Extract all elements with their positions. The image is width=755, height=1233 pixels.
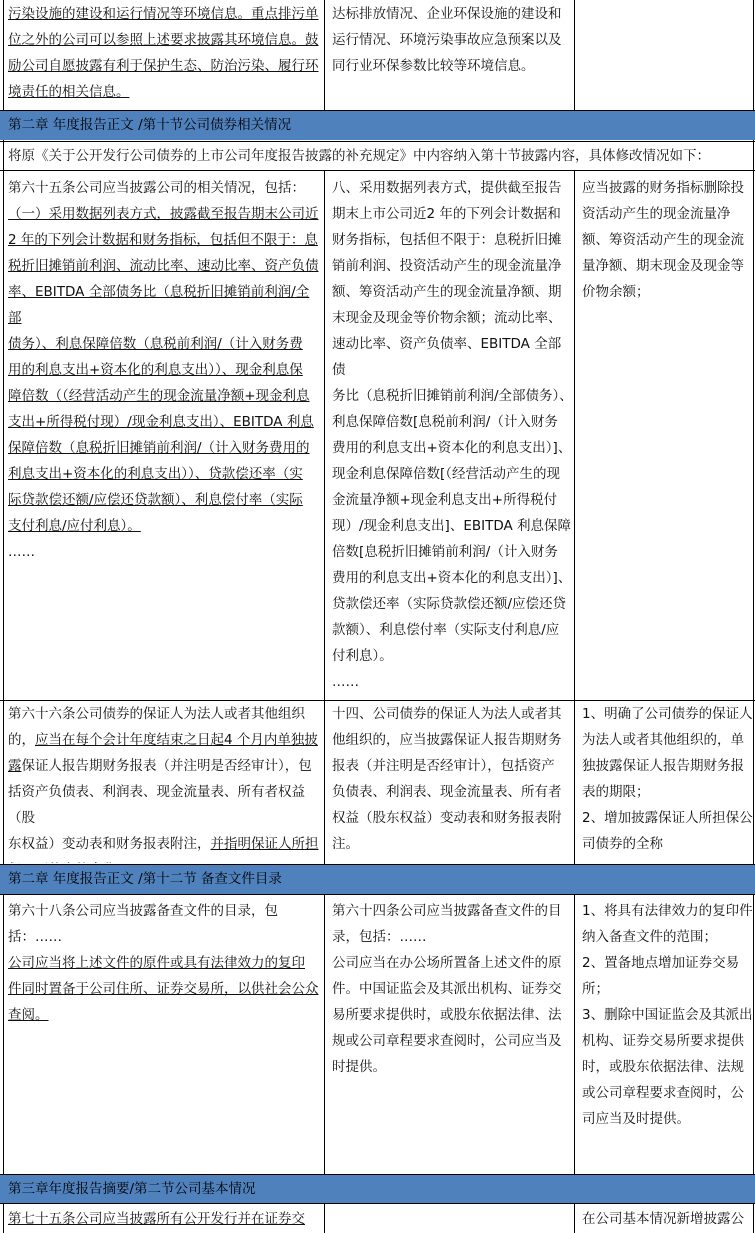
- row1-col1-line: 保障倍数（息税折旧摊销前利润/（计入财务费用的: [8, 440, 310, 456]
- row1-col2-line: 利息保障倍数[息税前利润/（计入财务: [332, 414, 558, 430]
- row2-col1-text-g: 东权益）变动表和财务报表附注，: [8, 836, 211, 852]
- row2-col2-line: 十四、公司债券的保证人为法人或者其: [332, 706, 562, 722]
- row1-col2-line: 八、采用数据列表方式，提供截至报告: [332, 180, 562, 196]
- row3-col2: [328, 898, 573, 1172]
- row1-col2-line: 务比（息税折旧摊销前利润/全部债务）、: [332, 388, 573, 404]
- row1-col1-line: 障倍数（（经营活动产生的现金流量净额+现金利息: [8, 388, 310, 404]
- section-band-2: [0, 865, 755, 894]
- row1-col2-line: 末现金及现金等价物余额；流动比率、: [332, 310, 562, 326]
- row1-col1-line: 债务）、利息保障倍数（息税前利润/（计入财务费: [8, 336, 303, 352]
- row3-col3-line: 所；: [582, 981, 609, 997]
- row3-col2-line: 件。中国证监会及其派出机构、证券交: [332, 981, 562, 997]
- row1-col2-line: 额、筹资活动产生的现金流量净额、期: [332, 284, 562, 300]
- row1-col2-line: 销前利润、投资活动产生的现金流量净: [332, 258, 562, 274]
- row-divider: [0, 1203, 755, 1204]
- row2-col3: [578, 701, 754, 863]
- row2-col3-line: 表的期限；: [582, 784, 650, 800]
- row3-col2-line: 规或公司章程要求查阅时，公司应当及: [332, 1033, 562, 1049]
- row3-col2-line: 易所要求提供时，或股东依据法律、法: [332, 1007, 562, 1023]
- row2-col1-line: [8, 727, 322, 753]
- row3-col3-line: 3、删除中国证监会及其派出: [582, 1007, 753, 1023]
- row2-col1-text-i: [8, 862, 130, 863]
- row1-col2-line: 费用的利息支出+资本化的利息支出）]、: [332, 570, 572, 586]
- row1-col2-line: 期末上市公司近2 年的下列会计数据和: [332, 206, 561, 222]
- row3-col2-line: 第六十四条公司应当披露备查文件的目: [332, 903, 562, 919]
- col-divider-1: [324, 1203, 325, 1233]
- row0-col2-text: 达标排放情况、企业环保设施的建设和运行情况、环境污染事故应急预案以及同行业环保参数比较等环境信息。: [332, 6, 562, 74]
- row2-col1: [4, 701, 322, 863]
- row4-col3-line: 在公司基本情况新增披露公: [582, 1211, 744, 1227]
- row1-col1-line: 利息支出+资本化的利息支出））、贷款偿还率（实: [8, 466, 303, 482]
- row2-col3-line: 司债券的全称: [582, 836, 663, 852]
- section-title-3: 第三章年度报告摘要/第二节公司基本情况: [8, 1181, 256, 1197]
- col-divider-2: [574, 1203, 575, 1233]
- row1-col2-line: ……: [332, 674, 359, 690]
- row1-col2-line: 款额）、利息偿付率（实际支付利息/应: [332, 622, 560, 638]
- row1-col1-line: 税折旧摊销前利润、流动比率、速动比率、资产负债: [8, 258, 319, 274]
- row3-col3-line: 1、将具有法律效力的复印件: [582, 903, 753, 919]
- row1-col1-line: ……: [8, 544, 35, 560]
- row0-col1-text: 污染设施的建设和运行情况等环境信息。重点排污单位之外的公司可以参照上述要求披露其环境信息。鼓励公司自愿披露有利于保护生态、防治污染、履行环境责任的相关信息。: [8, 6, 319, 100]
- row3-col2-line: 录，包括：……: [332, 929, 427, 945]
- row2-col1-text-f: 括资产负债表、利润表、现金流量表、所有者权益（股: [8, 784, 305, 826]
- row1-col2-line: 财务指标，包括但不限于：息税折旧摊: [332, 232, 562, 248]
- row3-col1-line: 件同时置备于公司住所、证券交易所，以供社会公众: [8, 981, 319, 997]
- row2-col1-line: [8, 701, 322, 727]
- row1-col1-line: 支付利息/应付利息）。: [8, 518, 141, 534]
- row3-col1-line: 公司应当将上述文件的原件或具有法律效力的复印: [8, 955, 305, 971]
- row3-col3-line: 时，或股东依据法律、法规: [582, 1059, 744, 1075]
- row2-col2-line: 报表（并注明是否经审计），包括资产: [332, 758, 555, 774]
- row2-col1-text-e: 保证人报告期财务报表（并注明是否经审计），包: [21, 758, 312, 774]
- row2-col1-text-h: 并指明保证人所担: [210, 836, 319, 852]
- row3-col3-line: 2、置备地点增加证券交易: [582, 955, 740, 971]
- section-title-2: 第二章 年度报告正文 /第十二节 备查文件目录: [8, 871, 282, 887]
- row4-col1: [4, 1206, 322, 1233]
- row3-col1-line: 括：……: [8, 929, 62, 945]
- row1-col1-line: 2 年的下列会计数据和财务指标，包括但不限于：息: [8, 232, 318, 248]
- col-divider-1: [324, 171, 325, 864]
- row1-col2-line: 倍数[息税折旧摊销前利润/（计入财务: [332, 544, 558, 560]
- row2-col3-line: 为法人或者其他组织的，单: [582, 732, 744, 748]
- row2-col1-line: [8, 857, 322, 863]
- row1-col2: [328, 175, 573, 695]
- row2-col1-line: [8, 831, 322, 857]
- row2-col3-line: 1、明确了公司债券的保证人: [582, 706, 753, 722]
- row1-col2-line: 速动比率、资产负债率、EBITDA 全部债: [332, 336, 562, 378]
- row3-col3: [578, 898, 754, 1172]
- row1-col1-line: （一）采用数据列表方式，披露截至报告期末公司近: [8, 206, 319, 222]
- row1-col1-line: 际贷款偿还额/应偿还贷款额）、利息偿付率（实际: [8, 492, 303, 508]
- section-note-text: 将原《关于公开发行公司债券的上市公司年度报告披露的补充规定》中内容纳入第十节披露内容，具体修改情况如下：: [8, 148, 710, 164]
- row1-col1-line: 第六十五条公司应当披露公司的相关情况，包括：: [8, 180, 305, 196]
- section-band-1: [0, 111, 755, 140]
- row0-col3: [578, 0, 754, 110]
- row2-col1-text-d: 露: [8, 758, 22, 774]
- section-band-3: [0, 1175, 755, 1203]
- col-divider-2: [574, 171, 575, 864]
- row0-col1: [4, 0, 322, 110]
- row3-col1-line: 第六十八条公司应当披露备查文件的目录，包: [8, 903, 278, 919]
- row2-col1-text-a: 第六十六条公司债券的保证人为法人或者其他组织: [8, 706, 305, 722]
- row1-col1-line: 支出+所得税付现）/现金利息支出）、EBITDA 利息: [8, 414, 314, 430]
- row2-col1-line: [8, 779, 322, 831]
- row2-col2-line: 注。: [332, 836, 359, 852]
- col-divider-1: [324, 0, 325, 110]
- col-divider-2: [574, 894, 575, 1174]
- row2-col1-line: [8, 753, 322, 779]
- row1-col3-line: 价物余额；: [582, 284, 650, 300]
- row2-col2: [328, 701, 573, 863]
- row3-col2-line: 时提供。: [332, 1059, 386, 1075]
- row2-col1-text-c: 应当在每个会计年度结束之日起4 个月内单独披: [35, 732, 318, 748]
- row3-col3-line: 纳入备查文件的范围；: [582, 929, 717, 945]
- section-title-1: 第二章 年度报告正文 /第十节公司债券相关情况: [8, 117, 292, 133]
- row-divider: [0, 894, 755, 895]
- row4-col2: [328, 1206, 573, 1233]
- row1-col2-line: 费用的利息支出+资本化的利息支出）]、: [332, 440, 572, 456]
- row0-col2: [328, 0, 573, 110]
- row-divider: [0, 170, 755, 171]
- section-note-1: [0, 142, 755, 170]
- row1-col2-line: 现金利息保障倍数[（经营活动产生的现: [332, 466, 561, 482]
- row2-col1-text-b: 的，: [8, 732, 35, 748]
- row2-col3-line: 2、增加披露保证人所担保公: [582, 810, 753, 826]
- row1-col2-line: 贷款偿还率（实际贷款偿还额/应偿还贷: [332, 596, 567, 612]
- row3-col1-line: 查阅。: [8, 1007, 49, 1023]
- row2-col2-line: 他组织的，应当披露保证人报告期财务: [332, 732, 562, 748]
- row1-col1-line: 用的利息支出+资本化的利息支出））、现金利息保: [8, 362, 303, 378]
- row1-col2-line: 付利息）。: [332, 648, 393, 664]
- row3-col3-line: 机构、证券交易所要求提供: [582, 1033, 744, 1049]
- row2-col3-line: 独披露保证人报告期财务报: [582, 758, 744, 774]
- row2-col2-line: 负债表、利润表、现金流量表、所有者: [332, 784, 562, 800]
- col-divider-1: [324, 894, 325, 1174]
- row1-col2-line: 金流量净额+现金利息支出+所得税付: [332, 492, 558, 508]
- row1-col3-line: 量净额、期末现金及现金等: [582, 258, 744, 274]
- row1-col1: [4, 175, 322, 695]
- row1-col3-line: 资活动产生的现金流量净: [582, 206, 731, 222]
- row1-col2-line: 现）/现金利息支出]、EBITDA 利息保障: [332, 518, 572, 534]
- col-divider-2: [574, 0, 575, 110]
- row3-col1: [4, 898, 322, 1172]
- row1-col3-line: 额、筹资活动产生的现金流: [582, 232, 744, 248]
- row2-col2-line: 权益（股东权益）变动表和财务报表附: [332, 810, 562, 826]
- row1-col3-line: 应当披露的财务指标删除投: [582, 180, 744, 196]
- row4-col1-line: 第七十五条公司应当披露所有公开发行并在证券交: [8, 1211, 305, 1227]
- row1-col3: [578, 175, 754, 695]
- row1-col1-line: 率、EBITDA 全部债务比（息税折旧摊销前利润/全部: [8, 284, 310, 326]
- row3-col3-line: 司应当及时提供。: [582, 1111, 690, 1127]
- row4-col3: [578, 1206, 754, 1233]
- row3-col3-line: 或公司章程要求查阅时，公: [582, 1085, 744, 1101]
- row3-col2-line: 公司应当在办公场所置备上述文件的原: [332, 955, 562, 971]
